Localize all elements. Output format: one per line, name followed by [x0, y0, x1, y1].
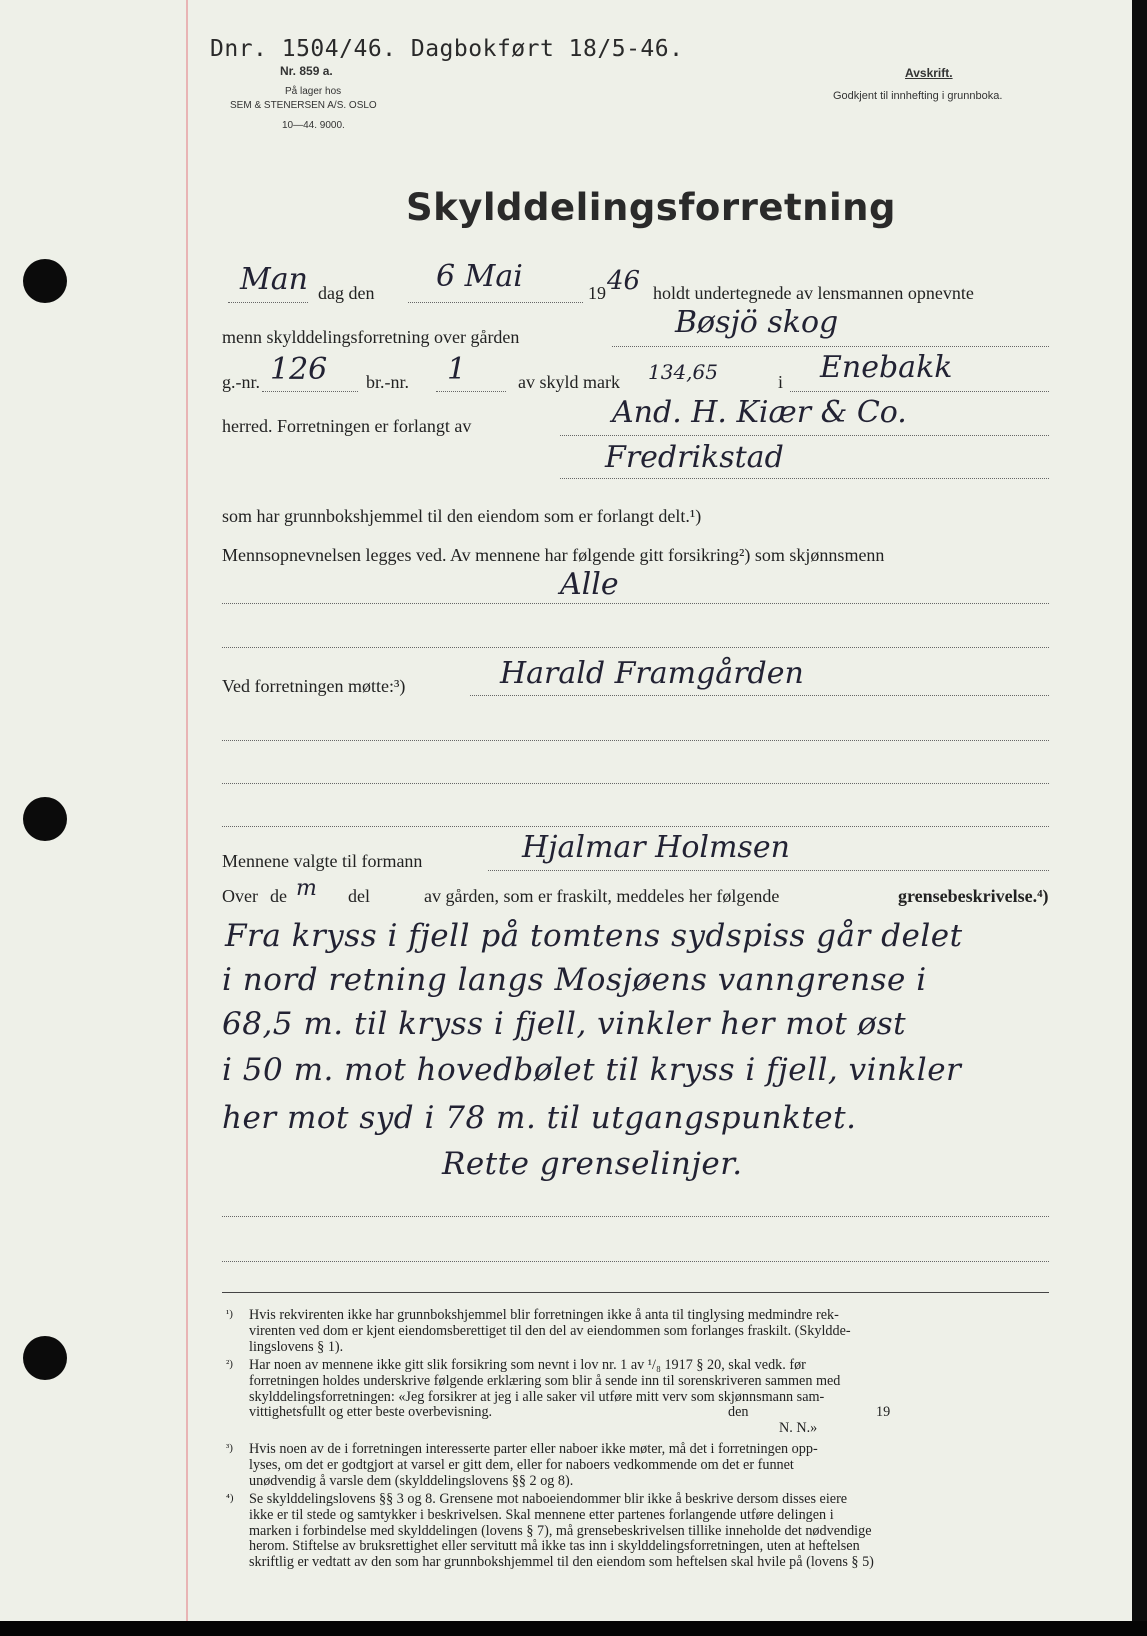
label-brnr: br.-nr. [366, 372, 409, 392]
boundary-line: 68,5 m. til kryss i fjell, vinkler her mot øst [222, 1006, 907, 1042]
hw-year: 46 [607, 266, 641, 296]
boundary-line: i 50 m. mot hovedbølet til kryss i fjell, vinkler [222, 1052, 962, 1088]
footnote-4: Se skylddelingslovens §§ 3 og 8. Grensene mot naboeiendommer blir ikke å beskrive dersom disses eiere ikke er til stede og samtykker i beskrivelsen. Skal mennene etter partenes forlangende utføre delingen i marken i forbindelse med skylddelingen (lovens § 7), må grensebeskrivelsen tillike inneholde det nødvendige herom. Stiftelse av bruksrettighet eller servitutt må ikke tas inn i skylddelingsforretningen, uten at heftelsen skriftlig er vedtatt av den som har grunnbokshjemmel til den eiendom som heftelsen skal hvile på (lovens § 5) [249, 1491, 874, 1571]
label-year-prefix: 19 [588, 283, 606, 303]
hw-requester: And. H. Kiær & Co. [612, 395, 907, 430]
label-attended: Ved forretningen møtte:³) [222, 676, 406, 696]
footnote-2-den: den [728, 1404, 749, 1420]
footnote-2-signature: N. N.» [779, 1420, 818, 1436]
label-boundary-description: grensebeskrivelse.⁴) [898, 886, 1049, 906]
hw-gnr: 126 [270, 352, 328, 387]
footnote-2-year: 19 [876, 1404, 891, 1420]
label-gnr: g.-nr. [222, 372, 260, 392]
label-requested-by: herred. Forretningen er forlangt av [222, 416, 472, 436]
print-run: 10—44. 9000. [282, 120, 345, 131]
footnote-2: Har noen av mennene ikke gitt slik forsikring som nevnt i lov nr. 1 av ¹/₈ 1917 § 20, skal vedk. før forretningen holdes underskrive følgende erklæring som blir å sende inn til sorenskriveren sammen med skylddelingsforretningen: «Jeg forsikrer at jeg i alle saker vil utføre mitt verv som skjønnsmann sam- vittighetsfullt og etter beste overbevisning. [249, 1357, 841, 1421]
hw-m: m [296, 876, 317, 901]
approval-note: Godkjent til innhefting i grunnboka. [833, 90, 1003, 102]
footnote-3-marker: ³) [226, 1442, 233, 1454]
publisher-line-2: SEM & STENERSEN A/S. OSLO [230, 100, 377, 111]
hw-requester-city: Fredrikstad [605, 440, 784, 475]
hw-herred: Enebakk [820, 350, 953, 385]
label-over: Over [222, 886, 258, 906]
label-title-holder: som har grunnbokshjemmel til den eiendom som er forlangt delt.¹) [222, 506, 702, 526]
label-chairman: Mennene valgte til formann [222, 851, 423, 871]
label-farm: menn skylddelingsforretning over gården [222, 327, 520, 347]
hw-brnr: 1 [447, 352, 467, 387]
margin-rule [186, 0, 188, 1621]
scan-edge-right [1132, 0, 1147, 1621]
hw-weekday: Man [240, 262, 308, 297]
label-i: i [778, 372, 784, 392]
hw-chairman: Hjalmar Holmsen [522, 830, 790, 865]
hw-assurance: Alle [560, 567, 619, 602]
label-del: del [348, 886, 370, 906]
punch-hole-bottom [23, 1336, 67, 1380]
footnote-4-marker: ⁴) [226, 1492, 234, 1504]
hw-date: 6 Mai [436, 259, 523, 294]
boundary-line: Rette grenselinjer. [442, 1146, 743, 1182]
boundary-line: Fra kryss i fjell på tomtens sydspiss går delet [225, 918, 963, 954]
copy-label: Avskrift. [905, 66, 953, 80]
form-number: Nr. 859 a. [280, 64, 333, 78]
footnote-2-marker: ²) [226, 1358, 233, 1370]
publisher-line-1: På lager hos [285, 86, 342, 97]
document-title: Skylddelingsforretning [406, 186, 896, 229]
label-appointment: Mennsopnevnelsen legges ved. Av mennene har følgende gitt forsikring²) som skjønnsmenn [222, 545, 885, 565]
footnote-3: Hvis noen av de i forretningen interesserte parter eller naboer ikke møter, må det i forretningen opp- lyses, om det er godtgjort at varsel er gitt dem, eller for naboers vedkommende om det er funnet unødvendig å varsle dem (skylddelingslovens §§ 2 og 8). [249, 1441, 818, 1489]
footnote-separator [222, 1292, 1049, 1293]
hw-farm: Bøsjö skog [675, 305, 839, 340]
label-de: de [270, 886, 287, 906]
registration-stamp: Dnr. 1504/46. Dagbokført 18/5-46. [210, 36, 684, 62]
footnote-1-marker: ¹) [226, 1308, 233, 1320]
punch-hole-top [23, 259, 67, 303]
label-dag-den: dag den [318, 283, 375, 303]
footnote-1: Hvis rekvirenten ikke har grunnbokshjemmel blir forretningen ikke å anta til tinglysing medmindre rek- virenten ved dom er kjent eiendomsberettiget til den del av eiendommen som forlanges fraskilt. (Skyldde- lingslovens § 1). [249, 1307, 851, 1355]
hw-attendee: Harald Framgården [500, 656, 804, 691]
boundary-line: her mot syd i 78 m. til utgangspunktet. [222, 1100, 857, 1136]
punch-hole-middle [23, 797, 67, 841]
label-skyld: av skyld mark [518, 372, 620, 392]
label-separated-part: av gården, som er fraskilt, meddeles her følgende [424, 886, 780, 906]
boundary-line: i nord retning langs Mosjøens vanngrense i [222, 962, 927, 998]
scan-edge-bottom [0, 1621, 1147, 1636]
label-row1-rest: holdt undertegnede av lensmannen opnevnte [653, 283, 974, 303]
hw-skyld: 134,65 [648, 360, 718, 384]
